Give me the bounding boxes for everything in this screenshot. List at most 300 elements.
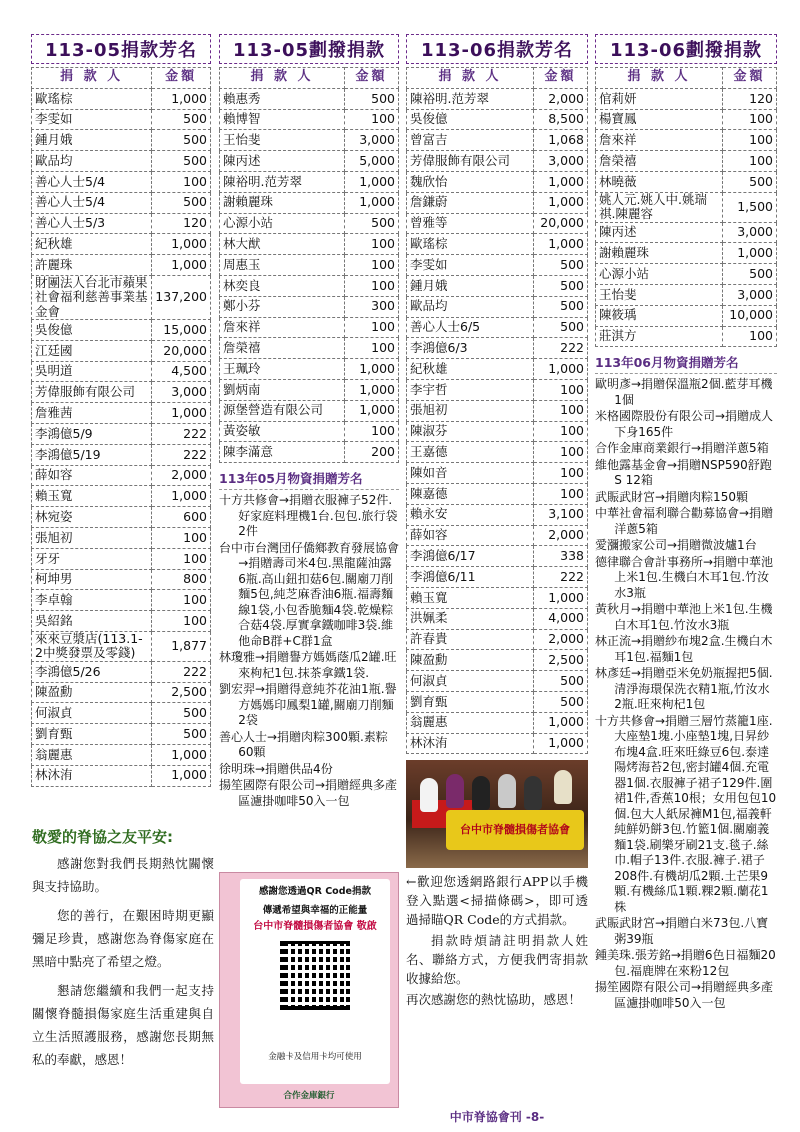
donor-name: 李雯如 — [407, 255, 534, 276]
donation-amount: 100 — [534, 483, 588, 504]
donation-amount: 100 — [152, 528, 211, 549]
thanks-title: 敬愛的脊協之友平安: — [32, 828, 173, 846]
donation-amount: 2,000 — [534, 525, 588, 546]
donor-name: 李鴻億6/3 — [407, 338, 534, 359]
donor-name: 詹榮禧 — [220, 338, 345, 359]
donation-amount: 222 — [152, 424, 211, 445]
donation-amount: 4,000 — [534, 608, 588, 629]
donation-amount: 500 — [534, 691, 588, 712]
person-figure — [446, 774, 464, 808]
donor-name: 詹雅茜 — [32, 403, 152, 424]
person-figure — [498, 774, 516, 808]
table-row — [32, 703, 211, 724]
table-row — [596, 171, 777, 192]
donation-amount: 3,000 — [534, 151, 588, 172]
donation-amount: 500 — [534, 671, 588, 692]
donation-amount: 1,000 — [534, 733, 588, 754]
donation-amount: 100 — [345, 109, 399, 130]
thanks-letter — [32, 852, 214, 1077]
goods-list — [595, 377, 777, 1011]
donor-name: 陳丙述 — [596, 222, 723, 243]
table-row — [32, 382, 211, 403]
goods-item: 武賑武財宮→捐贈肉粽150顆 — [595, 489, 748, 504]
donor-name: 陳丙述 — [220, 151, 345, 172]
donor-name: 王怡斐 — [220, 130, 345, 151]
donation-amount: 100 — [345, 421, 399, 442]
donation-amount: 500 — [152, 724, 211, 745]
donor-name: 莊淇方 — [596, 326, 723, 347]
donor-name: 陳盈勳 — [407, 650, 534, 671]
donor-name: 謝賴麗珠 — [220, 192, 345, 213]
goods-section-title: 113年06月物資捐贈芳名 — [595, 351, 777, 374]
donation-amount: 100 — [345, 234, 399, 255]
donor-name: 翁麗惠 — [32, 744, 152, 765]
donor-name: 詹鎌蔚 — [407, 192, 534, 213]
donor-name: 吳俊億 — [32, 320, 152, 341]
donation-amount: 100 — [345, 338, 399, 359]
header-name: 捐 款 人 — [32, 68, 152, 89]
qr-code-image[interactable] — [280, 940, 350, 1010]
table-row — [220, 234, 399, 255]
table-row — [220, 379, 399, 400]
table-row — [407, 463, 588, 484]
donor-name: 紀秋雄 — [407, 359, 534, 380]
donor-name: 陳裕明.范芳翠 — [407, 88, 534, 109]
donation-amount: 1,000 — [723, 243, 777, 264]
qr-footnote: 金融卡及信用卡均可使用 — [268, 1052, 362, 1062]
qr-donation-card — [219, 872, 399, 1108]
table-row — [220, 151, 399, 172]
donation-amount: 1,000 — [534, 359, 588, 380]
donor-name: 賴玉寬 — [407, 587, 534, 608]
donation-amount: 1,000 — [345, 171, 399, 192]
donation-amount: 1,000 — [534, 171, 588, 192]
donation-amount: 1,000 — [345, 192, 399, 213]
donor-name: 曾富吉 — [407, 130, 534, 151]
donation-amount: 500 — [534, 255, 588, 276]
donor-name: 陳淑芬 — [407, 421, 534, 442]
donor-name: 陳裕明.范芳翠 — [220, 171, 345, 192]
table-row — [32, 444, 211, 465]
person-figure — [524, 776, 542, 810]
donor-name: 歐瑤棕 — [32, 88, 152, 109]
donor-name: 李鴻億6/11 — [407, 567, 534, 588]
table-row — [407, 255, 588, 276]
donor-name: 許麗珠 — [32, 255, 152, 276]
donation-amount: 1,000 — [534, 712, 588, 733]
table-row — [32, 151, 211, 172]
table-row — [596, 88, 777, 109]
donation-amount: 100 — [152, 611, 211, 632]
table-row — [407, 712, 588, 733]
donor-name: 許春貴 — [407, 629, 534, 650]
goods-item: 中華社會福利聯合勸募協會→捐贈洋蔥5箱 — [595, 506, 774, 536]
table-row — [220, 338, 399, 359]
table-row — [32, 234, 211, 255]
donation-amount: 500 — [345, 213, 399, 234]
goods-item: 徐明珠→捐贈供品4份 — [219, 761, 333, 776]
table-row — [220, 213, 399, 234]
donation-amount: 1,000 — [152, 88, 211, 109]
donation-amount: 1,000 — [534, 587, 588, 608]
donation-amount: 100 — [723, 130, 777, 151]
donor-name: 曾雅等 — [407, 213, 534, 234]
goods-item: 林正流→捐贈紗布塊2盒.生機白木耳1包.福麵1包 — [595, 634, 773, 664]
donation-amount: 2,000 — [152, 465, 211, 486]
qr-line1: 感謝您透過QR Code捐款 — [259, 886, 371, 897]
table-row — [220, 171, 399, 192]
table-row — [220, 192, 399, 213]
donor-name: 芳偉服飾有限公司 — [32, 382, 152, 403]
donor-name: 善心人士5/3 — [32, 213, 152, 234]
donor-name: 李鴻億5/19 — [32, 444, 152, 465]
goods-item: 鍾美珠.張芳銘→捐贈6色日福麵20包.福鹿牌在來粉12包 — [595, 948, 776, 978]
donation-amount: 500 — [152, 151, 211, 172]
donation-amount: 100 — [534, 379, 588, 400]
table-row — [407, 130, 588, 151]
page-footer: 中市脊協會刊 -8- — [449, 1110, 545, 1124]
donor-name: 李鴻億5/26 — [32, 661, 152, 682]
donor-name: 賴惠秀 — [220, 88, 345, 109]
donation-amount: 15,000 — [152, 320, 211, 341]
table-row — [220, 359, 399, 380]
table-row — [596, 284, 777, 305]
donation-amount: 500 — [534, 275, 588, 296]
donor-name: 何淑貞 — [32, 703, 152, 724]
donation-amount: 222 — [534, 567, 588, 588]
donation-amount: 100 — [534, 442, 588, 463]
table-row — [220, 275, 399, 296]
donor-name: 歐品均 — [407, 296, 534, 317]
donor-name: 楊寶鳳 — [596, 109, 723, 130]
table-row — [596, 192, 777, 222]
donation-amount: 120 — [723, 88, 777, 109]
donor-name: 心源小站 — [596, 264, 723, 285]
col-title: 113-05捐款芳名 — [31, 34, 211, 64]
donor-name: 賴玉寬 — [32, 486, 152, 507]
table-row — [220, 442, 399, 463]
donation-amount: 2,000 — [534, 629, 588, 650]
donation-amount: 2,500 — [152, 682, 211, 703]
donation-amount: 1,000 — [152, 765, 211, 786]
col-june-transfer — [595, 34, 777, 1012]
table-row — [32, 590, 211, 611]
donor-name: 詹來祥 — [596, 130, 723, 151]
donation-amount: 500 — [152, 109, 211, 130]
table-row — [407, 109, 588, 130]
donor-name: 陳如音 — [407, 463, 534, 484]
donation-amount: 2,000 — [534, 88, 588, 109]
header-name: 捐 款 人 — [407, 68, 534, 89]
donation-amount: 100 — [723, 109, 777, 130]
bank-logo-text: 合作金庫銀行 — [283, 1091, 335, 1101]
table-row — [32, 88, 211, 109]
donation-amount: 222 — [152, 661, 211, 682]
donation-amount: 4,500 — [152, 361, 211, 382]
donor-name: 薛如容 — [32, 465, 152, 486]
donor-name: 謝賴麗珠 — [596, 243, 723, 264]
donor-name: 吳俊億 — [407, 109, 534, 130]
donation-amount: 10,000 — [723, 305, 777, 326]
donation-amount: 3,000 — [152, 382, 211, 403]
table-row — [220, 109, 399, 130]
donation-amount: 222 — [152, 444, 211, 465]
donation-amount: 500 — [723, 264, 777, 285]
donation-amount: 1,500 — [723, 192, 777, 222]
donation-amount: 1,877 — [152, 632, 211, 662]
goods-item: 十方共修會→捐贈三層竹蒸籠1座.大座墊1塊.小座墊1塊,日昇紗布塊4盒.旺來旺綠豆6包.泰達陽烤海苔2包,密封罐4個.充電器1個.衣服褲子裙子129件.圍裙1件,香蕉10根；女用包包10個.包大人紙尿褲M1包,福義軒純鮮奶餅3包.竹籃1個.關廟義麵1袋.刷樂牙刷21支.毯子.絲巾.帽子13件.衣服.褲子.裙子208件.有機胡瓜2顆.土芒果9顆.有機絲瓜1顆.粿2顆.蘭花1株 — [595, 713, 777, 914]
table-row — [407, 296, 588, 317]
table-row — [32, 611, 211, 632]
donation-amount: 1,000 — [345, 359, 399, 380]
donor-name: 李卓翰 — [32, 590, 152, 611]
goods-item: 愛瀰搬家公司→捐贈微波爐1台 — [595, 538, 757, 553]
table-row — [32, 171, 211, 192]
donation-amount: 1,068 — [534, 130, 588, 151]
table-row — [407, 483, 588, 504]
table-row — [32, 109, 211, 130]
donation-amount: 500 — [534, 317, 588, 338]
donor-name: 王嘉德 — [407, 442, 534, 463]
donation-amount: 120 — [152, 213, 211, 234]
table-row — [596, 264, 777, 285]
table-row — [32, 528, 211, 549]
donor-name: 黃姿敏 — [220, 421, 345, 442]
donor-name: 紀秋雄 — [32, 234, 152, 255]
donation-amount: 100 — [152, 548, 211, 569]
table-row — [32, 486, 211, 507]
table-row — [220, 255, 399, 276]
donation-amount: 200 — [345, 442, 399, 463]
goods-item: 歐明彥→捐贈保溫瓶2個.藍芽耳機1個 — [595, 377, 773, 407]
table-row — [407, 504, 588, 525]
donor-name: 李鴻億6/17 — [407, 546, 534, 567]
donation-amount: 100 — [534, 421, 588, 442]
donor-name: 劉炳南 — [220, 379, 345, 400]
donor-name: 賴博智 — [220, 109, 345, 130]
yellow-banner: 台中市脊髓損傷者協會 — [446, 810, 584, 850]
table-row — [407, 192, 588, 213]
col-may-donations — [31, 34, 211, 787]
donor-name: 歐品均 — [32, 151, 152, 172]
donation-amount: 1,000 — [345, 379, 399, 400]
table-row — [32, 724, 211, 745]
donor-name: 吳紹銘 — [32, 611, 152, 632]
table-row — [407, 691, 588, 712]
table-row — [220, 130, 399, 151]
goods-item: 揚笙國際有限公司→捐贈經典多產區濾掛咖啡50入一包 — [595, 980, 774, 1010]
donation-amount: 100 — [534, 463, 588, 484]
header-amount: 金額 — [152, 68, 211, 89]
donor-name: 林沐洧 — [407, 733, 534, 754]
donor-name: 翁麗惠 — [407, 712, 534, 733]
donor-name: 詹來祥 — [220, 317, 345, 338]
donor-name: 詹榮禧 — [596, 151, 723, 172]
donor-name: 鍾月娥 — [32, 130, 152, 151]
table-row — [32, 340, 211, 361]
donor-name: 張旭初 — [407, 400, 534, 421]
donation-amount: 500 — [152, 192, 211, 213]
donor-name: 李雯如 — [32, 109, 152, 130]
table-row — [32, 255, 211, 276]
table-row — [32, 192, 211, 213]
header-amount: 金額 — [534, 68, 588, 89]
table-row — [407, 379, 588, 400]
donation-amount: 100 — [534, 400, 588, 421]
donation-amount: 500 — [534, 296, 588, 317]
table-row — [32, 465, 211, 486]
donor-name: 吳明道 — [32, 361, 152, 382]
donor-name: 牙牙 — [32, 548, 152, 569]
donor-name: 林大猷 — [220, 234, 345, 255]
table-row — [407, 359, 588, 380]
donor-name: 賴永安 — [407, 504, 534, 525]
donation-amount: 1,000 — [345, 400, 399, 421]
table-row — [32, 548, 211, 569]
goods-item: 善心人士→捐贈肉粽300顆.素粽60顆 — [219, 729, 388, 760]
donation-amount: 500 — [152, 703, 211, 724]
donor-name: 王怡斐 — [596, 284, 723, 305]
donor-name: 善心人士5/4 — [32, 171, 152, 192]
table-row — [407, 234, 588, 255]
table-row — [32, 320, 211, 341]
table-row — [407, 733, 588, 754]
header-name: 捐 款 人 — [596, 68, 723, 89]
donor-name: 心源小站 — [220, 213, 345, 234]
goods-item: 合作金庫商業銀行→捐贈洋蔥5箱 — [595, 441, 769, 456]
goods-item: 揚笙國際有限公司→捐贈經典多產區濾掛咖啡50入一包 — [219, 778, 398, 808]
thanks-paragraph: 您的善行，在艱困時期更顯彌足珍貴，感謝您為脊傷家庭在黑暗中點亮了希望之燈。 — [32, 908, 214, 969]
col-title: 113-05劃撥捐款 — [219, 34, 399, 64]
donor-name: 林曉薇 — [596, 171, 723, 192]
donation-amount: 137,200 — [152, 275, 211, 319]
donor-name: 倌莉妍 — [596, 88, 723, 109]
donation-amount: 222 — [534, 338, 588, 359]
donation-amount: 20,000 — [152, 340, 211, 361]
instruction-paragraph: 捐款時煩請註明捐款人姓名、聯絡方式，方便我們寄捐款收據給您。 — [406, 933, 588, 986]
donor-name: 劉育甄 — [32, 724, 152, 745]
donation-amount: 3,100 — [534, 504, 588, 525]
group-photo — [406, 760, 588, 868]
donor-name: 江廷國 — [32, 340, 152, 361]
goods-section-title: 113年05月物資捐贈芳名 — [219, 467, 399, 490]
table-row — [32, 403, 211, 424]
goods-item: 林彥廷→捐贈亞米免奶瓶握把5個.清淨海環保洗衣精1瓶,竹汝水2瓶.旺來枸杞1包 — [595, 666, 773, 712]
table-row — [407, 338, 588, 359]
donation-amount: 5,000 — [345, 151, 399, 172]
donor-name: 財團法人台北市蘋果社會福利慈善事業基金會 — [32, 275, 152, 319]
donor-name: 陳筱瑀 — [596, 305, 723, 326]
donation-amount: 100 — [345, 255, 399, 276]
table-row — [407, 171, 588, 192]
donor-name: 歐瑤棕 — [407, 234, 534, 255]
goods-item: 林瓊雅→捐贈譽方媽媽蔭瓜2罐.旺來枸杞1包.抹茶拿鐵1袋. — [219, 650, 397, 680]
goods-item: 米格國際股份有限公司→捐贈成人下身165件 — [595, 409, 774, 439]
col-june-donations — [406, 34, 588, 754]
donor-name: 林宛姿 — [32, 507, 152, 528]
table-row — [407, 671, 588, 692]
table-row — [596, 151, 777, 172]
donation-table — [595, 67, 777, 347]
donation-amount: 500 — [345, 88, 399, 109]
table-row — [32, 275, 211, 319]
donor-name: 善心人士5/4 — [32, 192, 152, 213]
col-title: 113-06劃撥捐款 — [595, 34, 777, 64]
thanks-paragraph: 感謝您對我們長期熱忱關懷與支持協助。 — [32, 856, 214, 894]
donation-amount: 500 — [723, 171, 777, 192]
col-may-transfer — [219, 34, 399, 810]
donation-amount: 300 — [345, 296, 399, 317]
donor-name: 李宇哲 — [407, 379, 534, 400]
table-row — [407, 546, 588, 567]
donor-name: 薛如容 — [407, 525, 534, 546]
table-row — [407, 151, 588, 172]
donation-amount: 3,000 — [723, 284, 777, 305]
table-row — [32, 569, 211, 590]
table-row — [32, 682, 211, 703]
goods-item: 黃秋月→捐贈中華池上米1包.生機白木耳1包.竹汝水3瓶 — [595, 602, 773, 632]
donation-amount: 1,000 — [534, 234, 588, 255]
header-amount: 金額 — [345, 68, 399, 89]
table-row — [407, 608, 588, 629]
donor-name: 張旭初 — [32, 528, 152, 549]
qr-card-inner — [240, 879, 390, 1084]
table-row — [220, 400, 399, 421]
donor-name: 鍾月娥 — [407, 275, 534, 296]
donation-amount: 1,000 — [152, 255, 211, 276]
donor-name: 源堡營造有限公司 — [220, 400, 345, 421]
donor-name: 姚人元.姚人中.姚瑞祺.陳麗容 — [596, 192, 723, 222]
table-row — [596, 243, 777, 264]
donation-amount: 2,500 — [534, 650, 588, 671]
donor-name: 洪姵柔 — [407, 608, 534, 629]
instruction-paragraph: 再次感謝您的熱忱協助，感恩！ — [406, 992, 582, 1007]
donor-name: 李鴻億5/9 — [32, 424, 152, 445]
goods-list — [219, 493, 399, 809]
table-row — [220, 296, 399, 317]
table-row — [220, 88, 399, 109]
donation-amount: 1,000 — [152, 403, 211, 424]
donor-name: 劉育甄 — [407, 691, 534, 712]
table-row — [407, 567, 588, 588]
table-row — [32, 213, 211, 234]
donor-name: 柯坤男 — [32, 569, 152, 590]
table-row — [596, 130, 777, 151]
goods-item: 十方共修會→捐贈衣服褲子52件.好家庭料理機1台.包包.旅行袋2件 — [219, 493, 398, 539]
donation-amount: 100 — [723, 151, 777, 172]
donation-amount: 100 — [345, 275, 399, 296]
donor-name: 林沐洧 — [32, 765, 152, 786]
table-row — [596, 305, 777, 326]
donation-amount: 20,000 — [534, 213, 588, 234]
donation-amount: 1,000 — [152, 234, 211, 255]
donor-name: 魏欣怡 — [407, 171, 534, 192]
person-figure — [472, 776, 490, 810]
donation-amount: 100 — [723, 326, 777, 347]
qr-line3: 台中市脊髓損傷者協會 敬啟 — [253, 921, 377, 932]
donation-amount: 3,000 — [723, 222, 777, 243]
table-row — [32, 661, 211, 682]
table-row — [32, 507, 211, 528]
donor-name: 善心人士6/5 — [407, 317, 534, 338]
table-row — [32, 744, 211, 765]
donation-amount: 100 — [152, 171, 211, 192]
donor-name: 芳偉服飾有限公司 — [407, 151, 534, 172]
table-row — [407, 587, 588, 608]
donor-name: 鄭小芬 — [220, 296, 345, 317]
table-row — [32, 130, 211, 151]
table-row — [407, 400, 588, 421]
